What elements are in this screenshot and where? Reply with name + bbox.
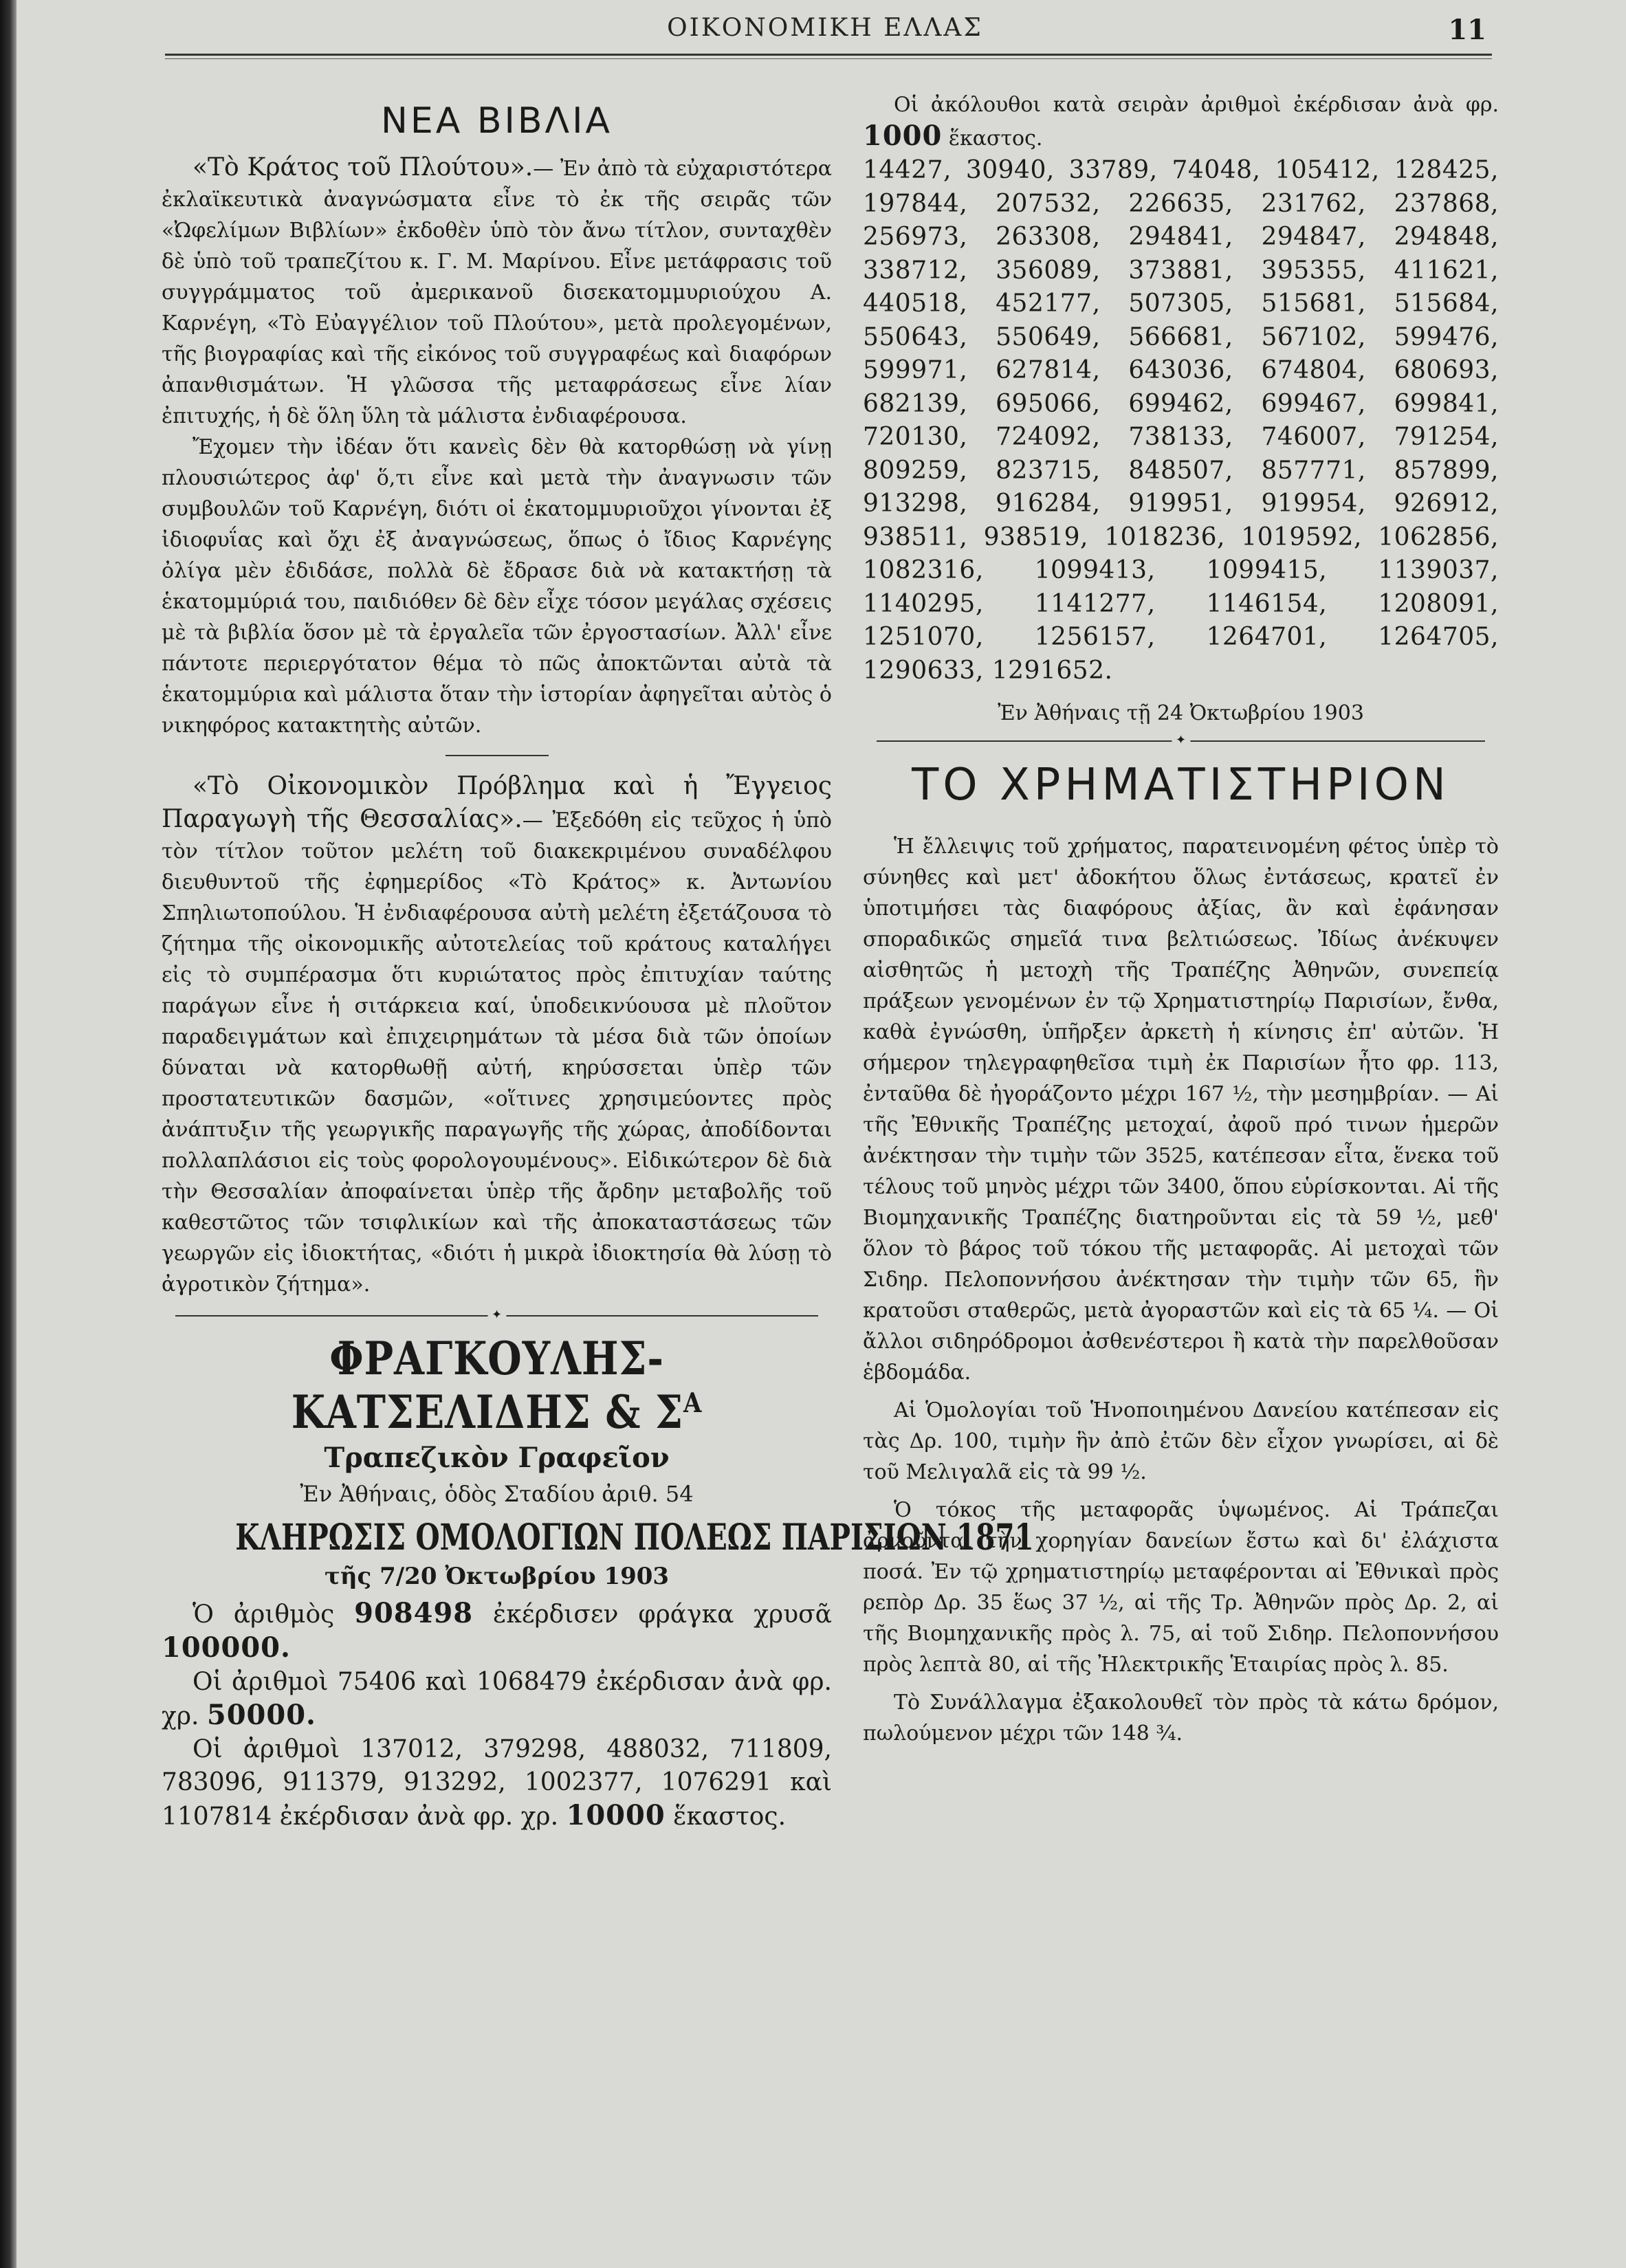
winners-intro: Οἱ ἀκόλουθοι κατὰ σειρὰν ἀριθμοὶ ἐκέρδισαν ἀνὰ φρ. 1000 ἕκαστος. <box>863 93 1499 152</box>
bank-address: Ἐν Ἀθήναις, ὁδὸς Σταδίου ἀριθ. 54 <box>300 1481 694 1507</box>
book2-text: — Ἐξεδόθη εἰς τεῦχος ἡ ὑπὸ τὸν τίτλον τοῦτον μελέτη τοῦ διακεκριμένου συναδέλφου διευθυντοῦ τῆς ἐφημερίδος «Τὸ Κράτος» κ. Ἀντωνίου Σπηλιωτοπούλου. Ἡ ἐνδιαφέρουσα αὐτὴ μελέτη ἐξετάζουσα τὸ ζήτημα τῆς οἰκονομικῆς αὐτοτελείας τοῦ κράτους καταλήγει εἰς τὸ συμπέρασμα ὅτι κυριώτατος πρὸς ἐπιτυχίαν ταύτης παράγων εἶνε ἡ σιτάρκεια καί, ὑποδεικνύουσα μὲ πλοῦτον παραδειγμάτων καὶ ἐπιχειρημάτων τὰ μέσα διὰ τῶν ὁποίων δύναται νὰ κατορθωθῇ αὐτή, κηρύσσεται ὑπὲρ τῶν προστατευτικῶν δασμῶν, «οἵτινες χρησιμεύοντες πρὸς ἀνάπτυξιν τῆς γεωργικῆς παραγωγῆς τῆς χώρας, ἀποδίδονται πολλαπλάσιοι εἰς τοὺς φορολογουμένους». Εἰδικώτερον δὲ διὰ τὴν Θεσσαλίαν ἀποφαίνεται ὑπὲρ τῆς ἄρδην μεταβολῆς τοῦ καθεστῶτος τῶν τσιφλικίων καὶ τῆς ἀποκαταστάσεως τῶν γεωργῶν εἰς ἰδιοκτήτας, «διότι ἡ μικρὰ ἰδιοκτησία θὰ λύσῃ τὸ ἀγροτικὸν ζήτημα». <box>162 808 832 1297</box>
page-number: 11 <box>1448 14 1486 46</box>
bank-advertisement <box>162 1332 1034 1834</box>
dateline: Ἐν Ἀθήναις τῇ 24 Ὀκτωβρίου 1903 <box>998 701 1364 725</box>
lottery-second-prize: Οἱ ἀριθμοὶ 75406 καὶ 1068479 ἐκέρδισαν ἀνὰ φρ. χρ. 50000. <box>162 1668 832 1731</box>
running-header <box>151 5 1499 47</box>
market-paragraph-4: Τὸ Συνάλλαγμα ἐξακολουθεῖ τὸν πρὸς τὰ κάτω δρόμον, πωλούμενον μέχρι τῶν 148 ¾. <box>863 1691 1499 1746</box>
page-binding-edge <box>0 0 17 2268</box>
journal-title: ΟΙΚΟΝΟΜΙΚΗ ΕΛΛΑΣ <box>667 14 983 42</box>
market-paragraph-1: Ἡ ἔλλειψις τοῦ χρήματος, παρατεινομένη φέτος ὑπὲρ τὸ σύνηθες καὶ μετ' ἀδοκήτου ὅλως ἐντάσεως, κρατεῖ ἐν ὑποτιμήσει τὰς διαφόρους ἀξίας, ἂν καὶ ἐφάνησαν σποραδικῶς σημεῖά τινα βελτιώσεως. Ἰδίως ἀνέκυψεν αἰσθητῶς ἡ μετοχὴ τῆς Τραπέζης Ἀθηνῶν, συνεπείᾳ πράξεων γενομένων ἐν τῷ Χρηματιστηρίῳ Παρισίων, ἔνθα, καθὰ ἐγνώσθη, ὑπῆρξεν ἀρκετὴ ἡ κίνησις ἐπ' αὐτῶν. Ἡ σήμερον τηλεγραφηθεῖσα τιμὴ ἐκ Παρισίων ἦτο φρ. 113, ἐνταῦθα δὲ ἠγοράζοντο μέχρι 167 ½, τὴν μεσημβρίαν. — Αἱ τῆς Ἐθνικῆς Τραπέζης μετοχαί, ἀφοῦ πρό τινων ἡμερῶν ἀνέκτησαν τὴν τιμὴν τῶν 3525, κατέπεσαν εἶτα, ἕνεκα τοῦ τέλους τοῦ μηνὸς μέχρι τῶν 3400, ὅπου εὑρίσκονται. Αἱ τῆς Βιομηχανικῆς Τραπέζης διατηροῦνται εἰς τὰ 59 ½, μεθ' ὅλον τὸ βάρος τοῦ τόκου τῆς μεταφορᾶς. Αἱ μετοχαὶ τῶν Σιδηρ. Πελοποννήσου ἀνέκτησαν τὴν τιμὴν τῶν 65, ἣν κρατοῦσι σταθερῶς, μετὰ ἀγοραστῶν καὶ εἰς τὰ 65 ¼. — Οἱ ἄλλοι σιδηρόδρομοι ἀσθενέστεροι ἢ κατὰ τὴν παρελθοῦσαν ἑβδομάδα. <box>863 835 1499 1385</box>
book2-review <box>162 770 832 1300</box>
ornament-divider: ✦ <box>877 740 1485 742</box>
right-column <box>863 89 1499 1749</box>
market-paragraph-3: Ὁ τόκος τῆς μεταφορᾶς ὑψωμένος. Αἱ Τράπεζαι ἀρνοῦνται τὴν χορηγίαν δανείων ἔστω καὶ δι' ἐλάχιστα ποσά. Ἐν τῷ χρηματιστηρίῳ μεταφέρονται αἱ Ἐθνικαὶ πρὸς ρεπὸρ Δρ. 35 ἕως 37 ½, αἱ τῆς Τρ. Ἀθηνῶν πρὸς Δρ. 2, αἱ τῆς Βιομηχανικῆς πρὸς λ. 75, αἱ τοῦ Σιδηρ. Πελοποννήσου πρὸς λεπτὰ 80, αἱ τῆς Ἠλεκτρικῆς Ἑταιρίας πρὸς λ. 85. <box>863 1498 1499 1677</box>
stock-exchange-heading: ΤΟ ΧΡΗΜΑΤΙΣΤΗΡΙΟΝ <box>912 760 1450 811</box>
book2-title: «Τὸ Οἰκονομικὸν Πρόβλημα καὶ ἡ Ἔγγειος Παραγωγὴ τῆς Θεσσαλίας». <box>162 772 832 833</box>
left-column <box>162 89 1034 1834</box>
book1-title: «Τὸ Κράτος τοῦ Πλούτου». <box>193 153 534 181</box>
bank-subtitle: Τραπεζικὸν Γραφεῖον <box>324 1442 670 1474</box>
lottery-title: ΚΛΗΡΩΣΙΣ ΟΜΟΛΟΓΙΩΝ ΠΟΛΕΩΣ ΠΑΡΙΣΙΩΝ 1871 <box>235 1517 1034 1559</box>
lottery-first-prize: Ὁ ἀριθμὸς 908498 ἐκέρδισεν φράγκα χρυσᾶ 100000. <box>162 1597 832 1664</box>
lottery-third-prize: Οἱ ἀριθμοὶ 137012, 379298, 488032, 711809, 783096, 911379, 913292, 1002377, 1076291 καὶ 1107814 ἐκέρδισαν ἀνὰ φρ. χρ. 10000 ἕκαστος. <box>162 1735 832 1831</box>
book1-review-p2: Ἔχομεν τὴν ἰδέαν ὅτι κανεὶς δὲν θὰ κατορθώσῃ νὰ γίνῃ πλουσιώτερος ἀφ' ὅ,τι εἶνε καὶ μετὰ τὴν ἀναγνωσιν τῶν συμβουλῶν τοῦ Καρνέγη, διότι οἱ ἑκατομμυριοῦχοι γίνονται ἐξ ἰδιοφυΐας καὶ ὄχι ἐξ ἀναγνώσεως, ὅπως ὁ ἴδιος Καρνέγης ὀλίγα μὲν ἐδιδάσε, πολλὰ δὲ ἔδρασε διὰ νὰ κατακτήσῃ τὰ ἑκατομμύριά του, παιδιόθεν δὲ δὲν εἶχε τόσον μεγάλας σχέσεις μὲ τὰ βιβλία ὅσον μὲ τὰ ἐργαλεῖα τῶν ἐργοστασίων. Ἀλλ' εἶνε πάντοτε περιεργότατον θέμα τὸ πῶς ἀποκτῶνται αὐτὰ τὰ ἑκατομμύρια καὶ μάλιστα ὅταν τὴν ἱστορίαν ἀφηγεῖται αὐτὸς ὁ νικηφόρος κατακτητὴς αὐτῶν. <box>162 435 832 738</box>
short-divider <box>446 755 549 756</box>
bank-name: ΦΡΑΓΚΟΥΛΗΣ-ΚΑΤΣΕΛΙΔΗΣ & $\Sigma^A$ <box>291 1332 703 1439</box>
ornament-divider: ✦ <box>175 1315 818 1317</box>
winning-numbers-list: 14427, 30940, 33789, 74048, 105412, 128425, 197844, 207532, 226635, 231762, 237868, 256973, 263308, 294841, 294847, 294848, 338712, 356089, 373881, 395355, 411621, 440518, 452177, 507305, 515681, 515684, 550643, 550649, 566681, 567102, 599476, 599971, 627814, 643036, 674804, 680693, 682139, 695066, 699462, 699467, 699841, 720130, 724092, 738133, 746007, 791254, 809259, 823715, 848507, 857771, 857899, 913298, 916284, 919951, 919954, 926912, 938511, 938519, 1018236, 1019592, 1062856, 1082316, 1099413, 1099415, 1139037, 1140295, 1141277, 1146154, 1208091, 1251070, 1256157, 1264701, 1264705, 1290633, 1291652. <box>863 156 1499 685</box>
header-rule <box>165 54 1492 59</box>
book1-review <box>162 151 832 432</box>
book1-text: — Ἐν ἀπὸ τὰ εὐχαριστότερα ἐκλαϊκευτικὰ ἀναγνώσματα εἶνε τὸ ἐκ τῆς σειρᾶς τῶν «Ὠφελίμων Βιβλίων» ἐκδοθὲν ὑπὸ τὸν ἄνω τίτλον, συνταχθὲν δὲ ὑπὸ τοῦ τραπεζίτου κ. Γ. Μ. Μαρίνου. Εἶνε μετάφρασις τοῦ συγγράμματος τοῦ ἀμερικανοῦ δισεκατομμυριούχου Α. Καρνέγη, «Τὸ Εὐαγγέλιον τοῦ Πλούτου», μετὰ προλεγομένων, τῆς βιογραφίας καὶ τῆς εἰκόνος τοῦ συγγραφέως καὶ διαφόρων ἀπανθισμάτων. Ἡ γλῶσσα τῆς μεταφράσεως εἶνε λίαν ἐπιτυχής, ἡ δὲ ὅλη ὕλη τὰ μάλιστα ἐνδιαφέρουσα. <box>162 157 832 428</box>
new-books-heading: ΝΕΑ ΒΙΒΛΙΑ <box>380 100 613 142</box>
lottery-date: τῆς 7/20 Ὀκτωβρίου 1903 <box>324 1563 670 1590</box>
market-paragraph-2: Αἱ Ὁμολογίαι τοῦ Ἡνοποιημένου Δανείου κατέπεσαν εἰς τὰς Δρ. 100, τιμὴν ἣν ἀπὸ ἐτῶν δὲν εἶχον γνωρίσει, αἱ δὲ τοῦ Μελιγαλᾶ εἰς τὰ 99 ½. <box>863 1398 1499 1484</box>
